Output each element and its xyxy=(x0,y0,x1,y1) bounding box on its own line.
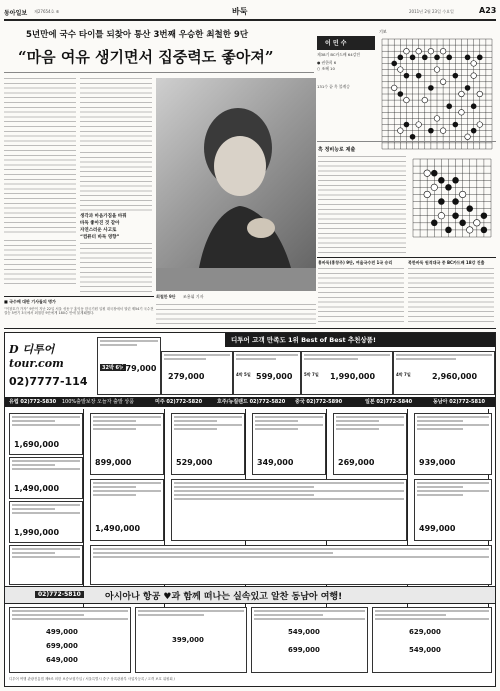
black-stone xyxy=(453,73,459,79)
deal-price-5: 2,960,000 xyxy=(432,372,478,381)
diagram-result: 131수 끝 흑 불계승 xyxy=(317,84,350,89)
photo-caption xyxy=(156,294,316,299)
white-stone xyxy=(477,122,483,128)
diagram-label: 기보 xyxy=(379,29,387,34)
portrait-illustration xyxy=(156,78,316,291)
black-stone xyxy=(445,184,452,191)
product-price-4: 899,000 xyxy=(95,458,132,467)
product-price-2: 1,490,000 xyxy=(14,484,60,493)
white-stone xyxy=(404,48,410,54)
pull-quote-line3: 자연스러운 사고로 xyxy=(80,228,117,233)
commentary-body xyxy=(318,156,406,254)
deal-days-1: 32박 6일 xyxy=(102,365,124,371)
article-headline: “마음 여유 생기면서 집중력도 좋아져” xyxy=(18,48,274,66)
product-box-1[interactable] xyxy=(9,413,83,455)
white-stone xyxy=(416,122,422,128)
bottom-price-1: 499,000 xyxy=(46,628,78,636)
deal-tile-3[interactable] xyxy=(233,351,301,395)
black-stone xyxy=(481,227,488,234)
section-title: 바둑 xyxy=(232,7,248,16)
deal-days-3: 5박 7일 xyxy=(304,372,319,377)
diagram-player: 이 민 수 xyxy=(325,40,347,47)
black-stone xyxy=(422,55,428,61)
headline-rule xyxy=(4,72,314,73)
white-stone xyxy=(459,91,465,97)
ad-footer: 디투어 여행 관광진흥법 제9조 의한 보증보험가입 / 서울특별시 중구 상록관광부 사업자등록 / 고객 보호 위원회 / xyxy=(9,677,175,681)
white-stone xyxy=(424,191,431,198)
white-stone xyxy=(398,128,404,134)
black-stone xyxy=(446,103,452,109)
white-stone xyxy=(434,67,440,73)
black-stone xyxy=(446,55,452,61)
go-board-detail xyxy=(410,156,494,240)
deal-price-3: 599,000 xyxy=(256,372,293,381)
notice-body: “이창호가 가자” 9단이 지난 22일 서울 성동구 홍익동 한국기원 일원 대국장에서 열린 제54기 국수전 결승 5번기 3국에서 최철한 9단에게 180수 만에 불계패했다. xyxy=(4,307,154,316)
product-box-3[interactable] xyxy=(9,501,83,543)
bottom-tile-1[interactable] xyxy=(9,607,131,673)
product-box-2[interactable] xyxy=(9,457,83,499)
pull-quote-line4: “컴퓨터 바둑 영향” xyxy=(80,235,120,240)
article-body-col3 xyxy=(80,152,152,212)
news-col2-body xyxy=(408,268,494,324)
page-number: A23 xyxy=(479,6,497,15)
white-stone xyxy=(440,128,446,134)
black-stone xyxy=(452,198,459,205)
product-box-9[interactable] xyxy=(414,413,492,475)
white-stone xyxy=(459,110,465,116)
top-banner-text: 디투어 고객 만족도 1위 Best of Best 추천상품! xyxy=(231,336,376,344)
product-box-8[interactable] xyxy=(333,413,407,475)
deal-price-2: 279,000 xyxy=(168,372,205,381)
bottom-tile-3[interactable] xyxy=(251,607,368,673)
product-price-7: 349,000 xyxy=(257,458,294,467)
region-europe[interactable] xyxy=(9,398,134,405)
deal-tile-1[interactable] xyxy=(97,337,161,395)
news-col2-title: 북한바둑 원격대국 중 BC카드배 18강 진출 xyxy=(408,260,485,265)
black-stone xyxy=(398,55,404,61)
region-america-phone: 02)772-5820 xyxy=(166,399,203,405)
black-stone xyxy=(431,220,438,227)
deal-tile-2[interactable] xyxy=(161,351,233,395)
black-stone xyxy=(481,212,488,219)
article-body-col4 xyxy=(80,243,152,293)
deal-price-1: 279,000 xyxy=(120,364,157,373)
issue-date: 2011년 2월 23일 수요일 xyxy=(409,9,454,14)
region-japan-phone: 02)772-5840 xyxy=(376,399,413,405)
region-sea-name: 동남아 xyxy=(433,399,448,405)
black-stone xyxy=(410,55,416,61)
product-price-3: 1,990,000 xyxy=(14,528,60,537)
diagram-line1: ● 권한희 6 xyxy=(317,60,337,65)
region-sea[interactable] xyxy=(433,398,485,405)
bottom-price-3: 649,000 xyxy=(46,656,78,664)
black-stone xyxy=(438,198,445,205)
bottom-price-5: 549,000 xyxy=(288,628,320,636)
notice-title: ■ 국수배 대판 기사들의 명가 xyxy=(4,299,56,304)
black-stone xyxy=(434,55,440,61)
white-stone xyxy=(465,134,471,140)
pull-quote xyxy=(80,213,152,241)
deal-days-4: 4박 7일 xyxy=(396,372,411,377)
black-stone xyxy=(445,227,452,234)
white-stone xyxy=(459,191,466,198)
product-price-9: 939,000 xyxy=(419,458,456,467)
black-stone xyxy=(465,55,471,61)
bottom-price-8: 549,000 xyxy=(409,646,441,654)
deal-price-4: 1,990,000 xyxy=(330,372,376,381)
notice-box xyxy=(4,296,154,325)
deal-tile-4[interactable] xyxy=(301,351,393,395)
bottom-price-6: 699,000 xyxy=(288,646,320,654)
diagram-line2: ○ 조혜 10 xyxy=(317,66,335,71)
black-stone xyxy=(471,103,477,109)
white-stone xyxy=(391,85,397,91)
white-stone xyxy=(431,184,438,191)
white-stone xyxy=(477,91,483,97)
product-box-10[interactable] xyxy=(414,479,492,541)
commentary-title: 흑 정비능로 제출 xyxy=(318,147,356,153)
article-body-col2 xyxy=(80,78,152,148)
top-banner xyxy=(225,333,495,347)
issue-number: 제27654호 ⑥ xyxy=(34,9,60,14)
white-stone xyxy=(416,48,422,54)
region-china[interactable] xyxy=(295,398,342,405)
white-stone xyxy=(398,67,404,73)
region-japan-name: 일본 xyxy=(365,399,375,405)
white-stone xyxy=(471,61,477,67)
product-box-12[interactable] xyxy=(90,545,492,585)
news-rule xyxy=(317,257,496,258)
asiana-text: 아시아나 항공 ♥과 함께 떠나는 실속있고 알찬 동남아 여행! xyxy=(105,592,343,602)
white-stone xyxy=(404,97,410,103)
product-price-8: 269,000 xyxy=(338,458,375,467)
bottom-price-7: 629,000 xyxy=(409,628,441,636)
region-europe-phone: 02)772-5830 xyxy=(20,399,57,405)
black-stone xyxy=(453,122,459,128)
news-col1-title: 홍바둑(홍창주) 9단, 여울국수전 1국 승리 xyxy=(318,260,393,265)
bottom-price-2: 699,000 xyxy=(46,642,78,650)
news-col1-body xyxy=(318,268,404,324)
white-stone xyxy=(471,73,477,79)
article-photo xyxy=(156,78,316,291)
region-sea-phone: 02)772-5810 xyxy=(449,399,485,405)
diagram-rule xyxy=(317,141,496,142)
black-stone xyxy=(404,122,410,128)
bottom-price-4: 399,000 xyxy=(172,636,204,644)
diagram-event: 제38기 BC카드배 64강전 xyxy=(317,52,360,57)
region-china-phone: 02)772-5890 xyxy=(306,399,343,405)
region-oceania-phone: 02)772-5820 xyxy=(249,399,286,405)
asiana-phone: 02)772-5810 xyxy=(35,591,84,598)
product-box-11[interactable] xyxy=(171,479,407,541)
byline: 조용휘 기자 xyxy=(182,294,204,299)
region-america[interactable] xyxy=(155,398,202,405)
white-stone xyxy=(434,116,440,122)
black-stone xyxy=(452,212,459,219)
product-price-10: 499,000 xyxy=(419,524,456,533)
masthead-rule xyxy=(4,19,496,21)
black-stone xyxy=(398,91,404,97)
travel-phone: 02)7777-114 xyxy=(9,375,88,388)
white-stone xyxy=(422,97,428,103)
region-china-name: 중국 xyxy=(295,399,305,405)
pull-quote-line2: 바둑 좋아진 것 같아 xyxy=(80,221,120,226)
black-stone xyxy=(404,73,410,79)
travel-logo: D 디투어 tour.com xyxy=(9,343,64,370)
white-stone xyxy=(440,79,446,85)
region-japan[interactable] xyxy=(365,398,412,405)
ad-rule xyxy=(4,328,496,329)
product-price-1: 1,690,000 xyxy=(14,440,60,449)
photo-caption-text: 최철한 9단 xyxy=(156,294,176,299)
black-stone xyxy=(465,85,471,91)
product-price-6: 529,000 xyxy=(176,458,213,467)
bottom-tile-2[interactable] xyxy=(135,607,247,673)
article-kicker: 5년만에 국수 타이틀 되찾아 통산 3번째 우승한 최철한 9단 xyxy=(26,30,249,40)
region-oceania[interactable] xyxy=(217,398,285,405)
black-stone xyxy=(416,73,422,79)
black-stone xyxy=(428,85,434,91)
black-stone xyxy=(438,177,445,184)
white-stone xyxy=(440,48,446,54)
black-stone xyxy=(428,128,434,134)
paper-name: 동아일보 xyxy=(4,10,28,17)
masthead xyxy=(4,6,496,18)
black-stone xyxy=(466,205,473,212)
product-price-5: 1,490,000 xyxy=(95,524,141,533)
region-europe-name: 유럽 xyxy=(9,399,19,405)
white-stone xyxy=(438,212,445,219)
article-body-col5 xyxy=(156,304,316,324)
article-body-col1 xyxy=(4,78,76,236)
pull-quote-line1: 생각과 마음가짐을 바꿔 xyxy=(80,214,127,219)
product-box-6[interactable] xyxy=(171,413,245,475)
asiana-banner[interactable] xyxy=(5,586,495,604)
deal-days-2: 4박 5일 xyxy=(236,372,251,377)
product-box-13[interactable] xyxy=(9,545,83,585)
region-oceania-name: 호주/뉴질랜드 xyxy=(217,399,248,405)
europe-tagline: 100%출발보장 오늘자 출발 상품 xyxy=(61,399,135,405)
black-stone xyxy=(410,134,416,140)
white-stone xyxy=(424,170,431,177)
go-board xyxy=(379,36,495,152)
product-box-5[interactable] xyxy=(90,479,164,541)
black-stone xyxy=(471,128,477,134)
black-stone xyxy=(452,177,459,184)
white-stone xyxy=(474,220,481,227)
black-stone xyxy=(459,220,466,227)
deal-tile-5[interactable] xyxy=(393,351,495,395)
black-stone xyxy=(391,61,397,67)
region-america-name: 미주 xyxy=(155,399,165,405)
bottom-tile-4[interactable] xyxy=(372,607,492,673)
white-stone xyxy=(466,227,473,234)
article-body-col1b xyxy=(4,240,76,285)
white-stone xyxy=(428,48,434,54)
black-stone xyxy=(431,170,438,177)
product-box-4[interactable] xyxy=(90,413,164,475)
black-stone xyxy=(477,55,483,61)
travel-ad xyxy=(4,332,496,687)
product-box-7[interactable] xyxy=(252,413,326,475)
